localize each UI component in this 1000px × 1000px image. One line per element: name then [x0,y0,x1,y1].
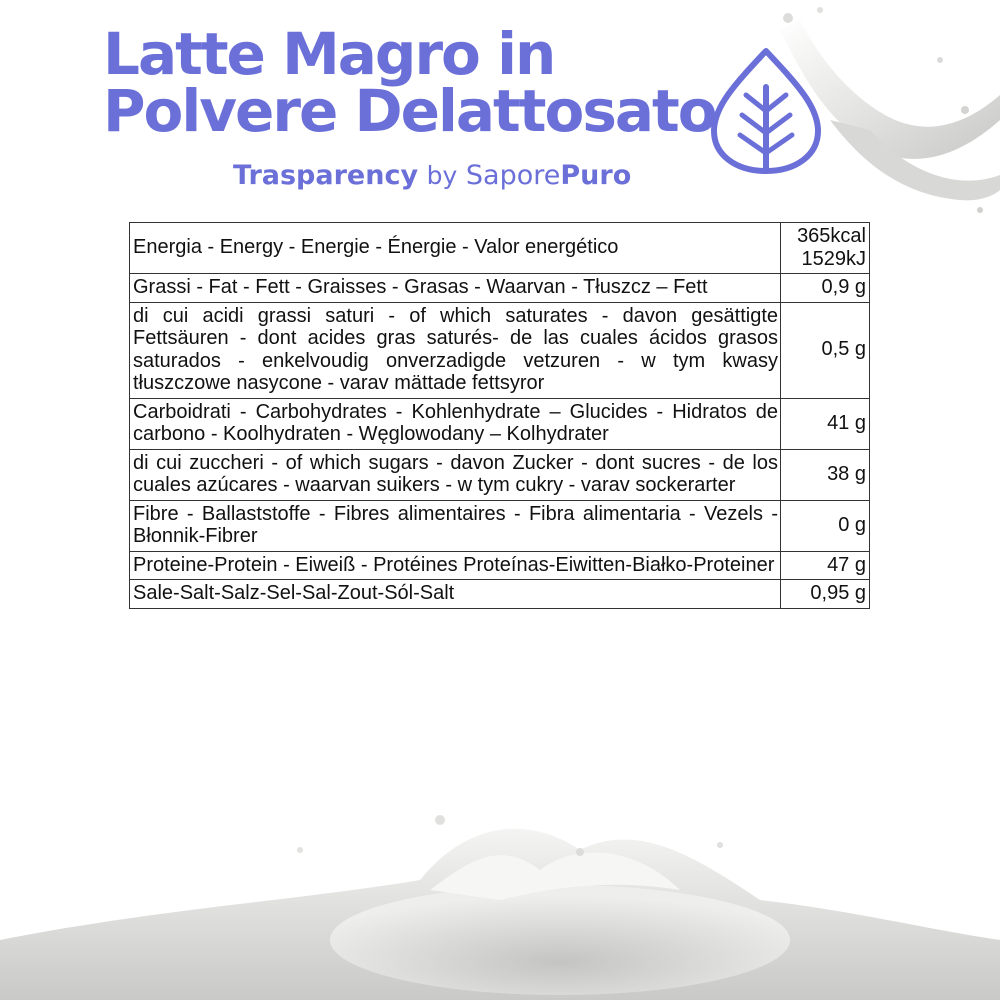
title-line-2: Polvere Delattosato [103,77,716,145]
brand-subtitle [233,160,631,191]
table-row [130,398,870,449]
table-row [130,580,870,609]
nutrient-label-energy: Energia - Energy - Energie - Énergie - Valor energético [130,223,781,274]
nutrient-value-energy [781,223,870,274]
subtitle-trasparency: Trasparency [233,160,419,191]
energy-kcal: 365kcal [797,225,866,247]
title-line-1: Latte Magro in [103,20,555,88]
nutrient-label-fat: Grassi - Fat - Fett - Graisses - Grasas - Waarvan - Tłuszcz – Fett [130,274,781,303]
nutrient-label-fibre: Fibre - Ballaststoffe - Fibres alimentaires - Fibra alimentaria - Vezels - Błonnik-Fibrer [130,500,781,551]
nutrient-value-protein: 47 g [781,551,870,580]
milk-splash-bottom-image [0,790,1000,1000]
nutrient-value-fat: 0,9 g [781,274,870,303]
nutrient-value-saturates: 0,5 g [781,302,870,398]
table-row [130,302,870,398]
table-row [130,223,870,274]
nutrient-label-protein: Proteine-Protein - Eiweiß - Protéines Proteínas-Eiwitten-Białko-Proteiner [130,551,781,580]
milk-splash-top-image [760,0,1000,230]
nutrient-label-carbohydrates: Carboidrati - Carbohydrates - Kohlenhydrate – Glucides - Hidratos de carbono - Koolhydraten - Węglowodany – Kolhydrater [130,398,781,449]
subtitle-by: by [426,161,458,190]
subtitle-puro: Puro [560,160,632,191]
nutrient-label-salt: Sale-Salt-Salz-Sel-Sal-Zout-Sól-Salt [130,580,781,609]
nutrient-value-sugars: 38 g [781,449,870,500]
nutrient-value-carbohydrates: 41 g [781,398,870,449]
table-row [130,449,870,500]
nutrient-value-salt: 0,95 g [781,580,870,609]
nutrient-value-fibre: 0 g [781,500,870,551]
table-row [130,274,870,303]
nutrient-label-sugars: di cui zuccheri - of which sugars - davon Zucker - dont sucres - de los cuales azúcares - waarvan suikers - w tym cukry - varav sockerarter [130,449,781,500]
table-row [130,500,870,551]
nutrition-table [129,222,870,609]
subtitle-sapore: Sapore [465,160,561,191]
page-title [103,20,716,145]
table-row [130,551,870,580]
nutrient-label-saturates: di cui acidi grassi saturi - of which saturates - davon gesättigte Fettsäuren - dont acides gras saturés- de las cuales ácidos grasos saturados - enkelvoudig onverzadigde vetzuren - w tym kwasy tłuszczowe nasycone - varav mättade fettsyror [130,302,781,398]
energy-kj: 1529kJ [801,247,866,270]
